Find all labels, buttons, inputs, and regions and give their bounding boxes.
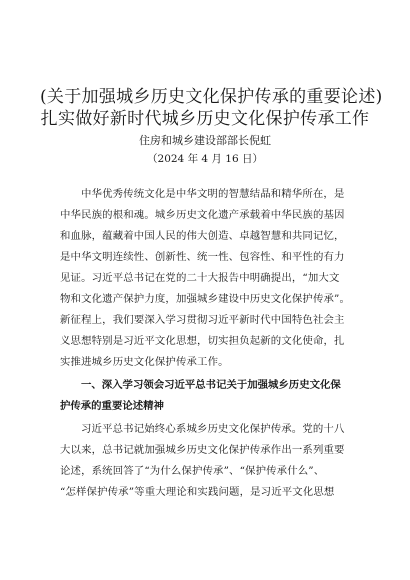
paragraph2-line: “怎样保护传承”等重大理论和实践问题，是习近平文化思想 [60, 486, 335, 498]
document-subtitle: (关于加强城乡历史文化保护传承的重要论述) [40, 87, 383, 107]
paragraph1-line: 新征程上，我们要深入学习贯彻习近平新时代中国特色社会主 [60, 314, 345, 326]
paragraph1-line: 中华优秀传统文化是中华文明的智慧结晶和精华所在，是 [81, 188, 345, 200]
paragraph2-line: 习近平总书记始终心系城乡历史文化保护传承。党的十八 [81, 423, 345, 435]
paragraph1-line: 见证。习近平总书记在党的二十大报告中明确提出，“加大文 [60, 272, 340, 284]
paragraph1-line: 是中华文明连续性、创新性、统一性、包容性、和平性的有力 [60, 251, 345, 263]
paragraph1-line: 和血脉，蕴藏着中国人民的伟大创造、卓越智慧和共同记忆， [60, 230, 345, 242]
paragraph1-line: 实推进城乡历史文化保护传承工作。 [60, 356, 229, 368]
paragraph1-line: 义思想特别是习近平文化思想，切实担负起新的文化使命，扎 [60, 335, 345, 347]
document-title: 扎实做好新时代城乡历史文化保护传承工作 [40, 109, 370, 129]
section-heading: 一、深入学习领会习近平总书记关于加强城乡历史文化保 [81, 379, 341, 391]
paragraph2-line: 论述，系统回答了“为什么保护传承”、“保护传承什么”、 [60, 465, 325, 477]
paragraph2-line: 大以来，总书记就加强城乡历史文化保护传承作出一系列重要 [60, 444, 345, 456]
document-date: （2024 年 4 月 16 日） [147, 153, 263, 165]
document-author: 住房和城乡建设部部长倪虹 [139, 134, 271, 147]
paragraph1-line: 中华民族的根和魂。城乡历史文化遗产承载着中华民族的基因 [60, 209, 345, 221]
section-heading: 护传承的重要论述精神 [60, 400, 164, 412]
paragraph1-line: 物和文化遗产保护力度，加强城乡建设中历史文化保护传承”。 [60, 293, 351, 305]
